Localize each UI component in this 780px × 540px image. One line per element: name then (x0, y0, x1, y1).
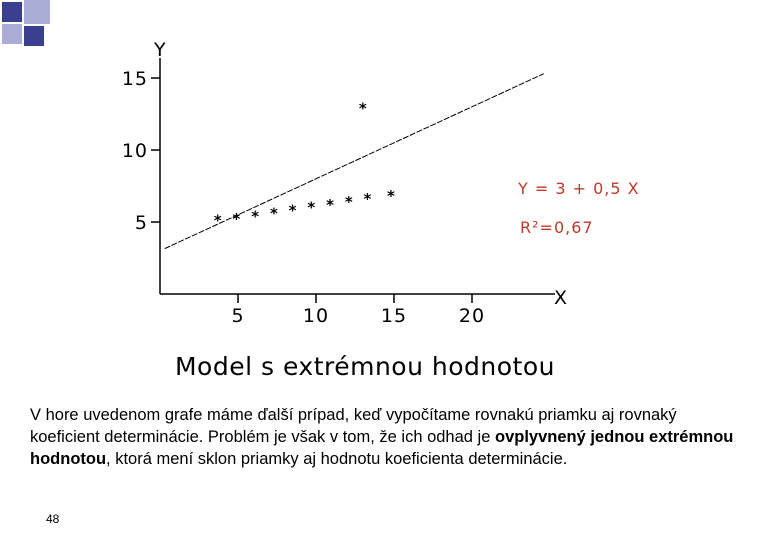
paragraph-emphasis: ovplyvnený jednou extrémnou hodnotou (30, 428, 734, 468)
x-axis-label: X (554, 287, 568, 309)
y-tick-label: 5 (134, 212, 148, 234)
regression-equation: Y = 3 + 0,5 X (518, 179, 640, 198)
y-tick-label: 15 (121, 68, 148, 90)
data-point: * (363, 190, 372, 209)
body-paragraph (30, 404, 750, 470)
x-tick-label: 10 (302, 305, 330, 327)
data-point: * (344, 192, 353, 211)
paragraph-text-2: , ktorá mení sklon priamky aj hodnotu koeficienta determinácie. (106, 450, 568, 468)
data-point: * (307, 198, 316, 217)
data-point: * (288, 201, 297, 220)
data-point: * (386, 187, 395, 206)
x-tick-label: 15 (380, 305, 408, 327)
paragraph-text-1: V hore uvedenom grafe máme ďalší prípad, keď vypočítame rovnakú priamku aj rovnaký koeficient determinácie. Problém je však v tom, že ich odhad je (30, 406, 677, 446)
data-point: * (326, 195, 334, 214)
r-squared-label: R²=0,67 (520, 218, 594, 237)
data-point: * (269, 204, 278, 223)
data-point: * (358, 99, 367, 118)
data-point: * (213, 211, 222, 230)
y-axis-label: Y (154, 39, 166, 61)
x-tick-label: 5 (231, 305, 245, 327)
data-point: * (232, 210, 241, 229)
page-number: 48 (46, 512, 60, 526)
slide-title: Model s extrémnou hodnotou (174, 352, 555, 381)
x-tick-label: 20 (458, 305, 486, 327)
y-tick-label: 10 (121, 140, 148, 162)
data-point: * (251, 207, 260, 226)
